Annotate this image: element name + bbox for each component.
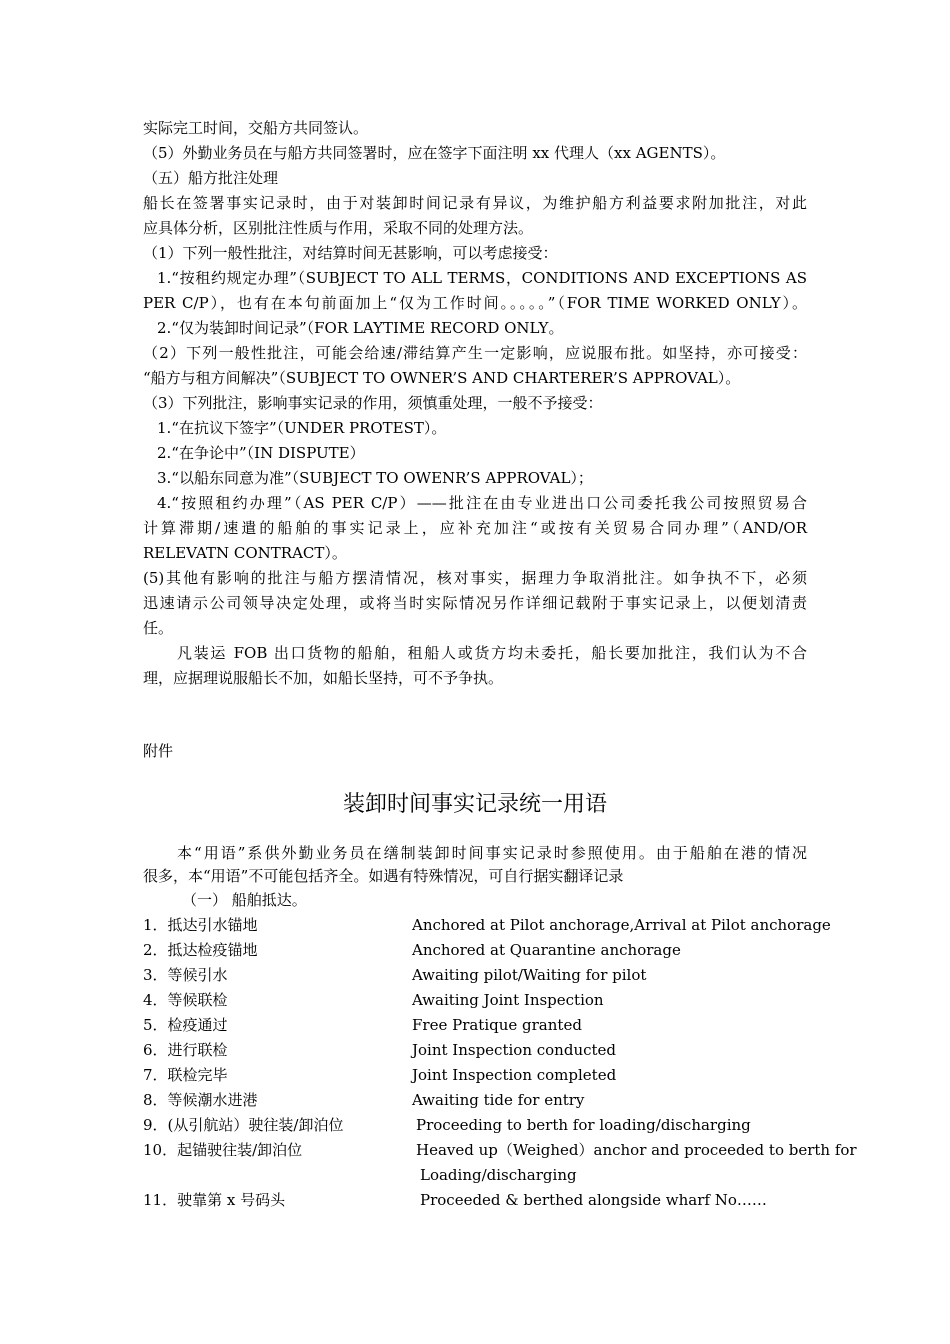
term-en: Proceeding to berth for loading/discharging (416, 1116, 751, 1134)
text-line: （2）下列一般性批注，可能会给速/滞结算产生一定影响，应说服布批。如坚持，亦可接受： (143, 344, 807, 362)
text-line: 船长在签署事实记录时，由于对装卸时间记录有异议，为维护船方利益要求附加批注，对此 (143, 194, 807, 212)
term-cn: 6．进行联检 (143, 1041, 228, 1059)
term-en: Awaiting pilot/Waiting for pilot (412, 966, 647, 984)
term-en: Heaved up（Weighed）anchor and proceeded to berth for (416, 1141, 857, 1159)
term-en: Free Pratique granted (412, 1016, 582, 1034)
text-line: 3.“以船东同意为准”（SUBJECT TO OWENR’S APPROVAL）； (157, 469, 593, 487)
text-line: （五）船方批注处理 (143, 169, 279, 187)
text-line: RELEVATN CONTRACT）。 (143, 544, 347, 562)
intro-line: 本“用语”系供外勤业务员在缮制装卸时间事实记录时参照使用。由于船舶在港的情况 (177, 844, 807, 862)
term-cn: 10．起锚驶往装/卸泊位 (143, 1141, 303, 1159)
section-title: 装卸时间事实记录统一用语 (342, 792, 607, 817)
term-cn: 1．抵达引水锚地 (143, 916, 258, 934)
text-line: PER C/P），也有在本句前面加上“仅为工作时间。。。。。”（FOR TIME WORKED ONLY）。 (143, 294, 807, 312)
term-en: Loading/discharging (420, 1166, 577, 1184)
text-line: (5)其他有影响的批注与船方摆清情况，核对事实，据理力争取消批注。如争执不下，必须 (143, 569, 807, 587)
text-line: 2.“仅为装卸时间记录”（FOR LAYTIME RECORD ONLY。 (157, 319, 564, 337)
text-line: 理，应据理说服船长不加，如船长坚持，可不予争执。 (143, 669, 504, 687)
text-line: 1.“在抗议下签字”（UNDER PROTEST）。 (157, 419, 447, 437)
term-cn: 9．(从引航站）驶往装/卸泊位 (143, 1116, 344, 1134)
term-en: Anchored at Quarantine anchorage (412, 941, 681, 959)
text-line: （1）下列一般性批注，对结算时间无甚影响，可以考虑接受： (143, 244, 558, 262)
term-cn: 7．联检完毕 (143, 1066, 228, 1084)
subsection-heading: （一） 船舶抵达。 (182, 891, 307, 909)
term-cn: 8．等候潮水进港 (143, 1091, 258, 1109)
text-line: 2.“在争论中”（IN DISPUTE） (157, 444, 365, 462)
term-cn: 3．等候引水 (143, 966, 228, 984)
term-en: Proceeded & berthed alongside wharf No…… (420, 1191, 767, 1209)
attachment-label: 附件 (143, 742, 174, 760)
text-line: 实际完工时间，交船方共同签认。 (143, 119, 369, 137)
term-en: Anchored at Pilot anchorage,Arrival at Pilot anchorage (412, 916, 831, 934)
text-line: 任。 (143, 619, 174, 637)
text-line: 1.“按租约规定办理”（SUBJECT TO ALL TERMS，CONDITIONS AND EXCEPTIONS AS (157, 269, 807, 287)
term-en: Awaiting tide for entry (412, 1091, 585, 1109)
text-line: （3）下列批注，影响事实记录的作用，须慎重处理，一般不予接受： (143, 394, 603, 412)
text-line: 4.“按照租约办理”（AS PER C/P）——批注在由专业进出口公司委托我公司按照贸易合 (157, 494, 807, 512)
term-cn: 11．驶靠第 x 号码头 (143, 1191, 286, 1209)
text-line: 凡装运 FOB 出口货物的船舶，租船人或货方均未委托，船长要加批注，我们认为不合 (177, 644, 807, 662)
term-en: Joint Inspection conducted (412, 1041, 617, 1059)
text-line: 迅速请示公司领导决定处理，或将当时实际情况另作详细记载附于事实记录上，以便划清责 (143, 594, 807, 612)
intro-line: 很多，本“用语”不可能包括齐全。如遇有特殊情况，可自行据实翻译记录 (143, 867, 624, 885)
term-cn: 2．抵达检疫锚地 (143, 941, 258, 959)
term-cn: 5．检疫通过 (143, 1016, 228, 1034)
term-en: Awaiting Joint Inspection (412, 991, 604, 1009)
text-line: 应具体分析，区别批注性质与作用，采取不同的处理方法。 (143, 219, 534, 237)
text-line: 计算滞期/速遣的船舶的事实记录上，应补充加注“或按有关贸易合同办理”（AND/OR (143, 519, 807, 537)
text-line: “船方与租方间解决”（SUBJECT TO OWNER’S AND CHARTERER’S APPROVAL）。 (143, 369, 741, 387)
term-cn: 4．等候联检 (143, 991, 228, 1009)
text-line: （5）外勤业务员在与船方共同签署时，应在签字下面注明 xx 代理人（xx AGENTS）。 (143, 144, 726, 162)
term-en: Joint Inspection completed (412, 1066, 617, 1084)
